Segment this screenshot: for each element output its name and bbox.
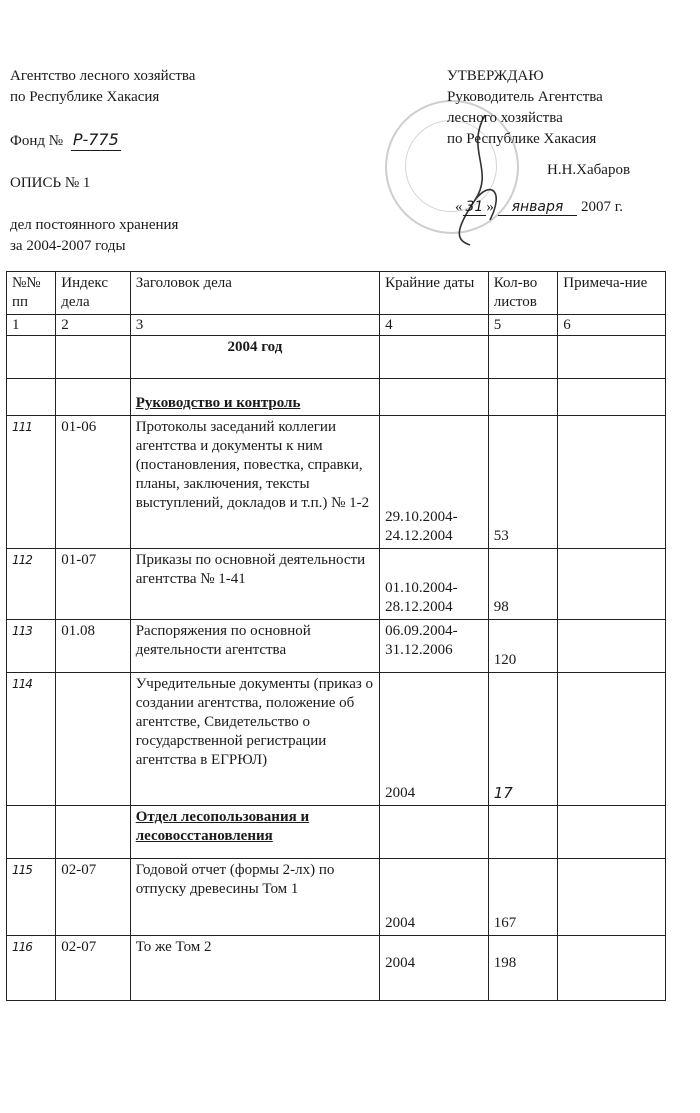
col-header-pp: №№ пп — [7, 272, 56, 315]
approval-date — [455, 197, 630, 218]
row-dates: 06.09.2004-31.12.2006 — [380, 620, 489, 673]
col-number: 6 — [558, 315, 666, 336]
fond-line — [10, 129, 195, 152]
approve-title: УТВЕРЖДАЮ — [447, 68, 544, 84]
fond-number: Р-775 — [72, 130, 119, 149]
date-day: 31 — [463, 199, 487, 216]
col-number: 5 — [488, 315, 558, 336]
date-year: 2007 г. — [581, 199, 624, 215]
row-sheets: 53 — [488, 416, 558, 549]
col-header-title: Заголовок дела — [130, 272, 379, 315]
row-index: 02-07 — [56, 936, 130, 1001]
row-pp: 114 — [7, 673, 56, 806]
row-index — [56, 673, 130, 806]
row-title: Протоколы заседаний коллегии агентства и документы к ним (постановления, повестка, справки, планы, заключения, тексты выступлений, докладов и т.п.) № 1-2 — [130, 416, 379, 549]
row-sheets: 167 — [488, 859, 558, 936]
date-close-quote: » — [486, 199, 494, 215]
col-header-dates: Крайние даты — [380, 272, 489, 315]
col-number: 4 — [380, 315, 489, 336]
row-notes — [558, 859, 666, 936]
date-open-quote: « — [455, 199, 463, 215]
signer-name: Н.Н.Хабаров — [547, 162, 631, 178]
table-row — [7, 936, 666, 1001]
agency-name-line2: по Республике Хакасия — [10, 89, 160, 105]
description-line1: дел постоянного хранения — [10, 217, 179, 233]
row-sheets: 198 — [488, 936, 558, 1001]
section-title: Отдел лесопользования и лесовосстановления — [130, 806, 379, 859]
row-notes — [558, 549, 666, 620]
col-number: 2 — [56, 315, 130, 336]
row-dates: 2004 — [380, 859, 489, 936]
row-dates: 29.10.2004-24.12.2004 — [380, 416, 489, 549]
table-row — [7, 416, 666, 549]
row-pp: 112 — [7, 549, 56, 620]
table-row — [7, 859, 666, 936]
row-notes — [558, 416, 666, 549]
row-pp: 116 — [7, 936, 56, 1001]
row-index: 01-06 — [56, 416, 130, 549]
opis-title: ОПИСЬ № 1 — [10, 175, 91, 191]
approver-line2: лесного хозяйства — [447, 110, 563, 126]
row-index: 01.08 — [56, 620, 130, 673]
header-left — [10, 66, 195, 257]
row-sheets: 98 — [488, 549, 558, 620]
year-row — [7, 336, 666, 379]
row-sheets: 120 — [488, 620, 558, 673]
col-header-notes: Примеча-ние — [558, 272, 666, 315]
section-title: Руководство и контроль — [130, 379, 379, 416]
row-sheets: 17 — [488, 673, 558, 806]
row-dates: 01.10.2004-28.12.2004 — [380, 549, 489, 620]
date-month: января — [498, 199, 578, 216]
table-row — [7, 673, 666, 806]
col-header-index: Индекс дела — [56, 272, 130, 315]
agency-name-line1: Агентство лесного хозяйства — [10, 68, 196, 84]
fond-label: Фонд № — [10, 133, 64, 149]
section-row — [7, 806, 666, 859]
row-pp: 113 — [7, 620, 56, 673]
approver-line1: Руководитель Агентства — [447, 89, 603, 105]
row-title: Годовой отчет (формы 2-лх) по отпуску древесины Том 1 — [130, 859, 379, 936]
row-title: То же Том 2 — [130, 936, 379, 1001]
row-index: 02-07 — [56, 859, 130, 936]
section-row — [7, 379, 666, 416]
table-header-row — [7, 272, 666, 315]
row-pp: 111 — [7, 416, 56, 549]
row-notes — [558, 620, 666, 673]
row-index: 01-07 — [56, 549, 130, 620]
column-numbers-row — [7, 315, 666, 336]
inventory-table — [6, 271, 666, 1001]
table-row — [7, 549, 666, 620]
description-line2: за 2004-2007 годы — [10, 238, 126, 254]
row-pp: 115 — [7, 859, 56, 936]
row-notes — [558, 673, 666, 806]
header-right-approval — [447, 66, 630, 218]
col-header-sheets: Кол-во листов — [488, 272, 558, 315]
row-title: Распоряжения по основной деятельности агентства — [130, 620, 379, 673]
col-number: 3 — [130, 315, 379, 336]
row-dates: 2004 — [380, 673, 489, 806]
col-number: 1 — [7, 315, 56, 336]
year-title: 2004 год — [130, 336, 379, 379]
row-notes — [558, 936, 666, 1001]
row-title: Приказы по основной деятельности агентства № 1-41 — [130, 549, 379, 620]
row-title: Учредительные документы (приказ о создании агентства, положение об агентстве, Свидетельство о государственной регистрации агентства в ЕГРЮЛ) — [130, 673, 379, 806]
table-row — [7, 620, 666, 673]
approver-line3: по Республике Хакасия — [447, 131, 597, 147]
row-dates: 2004 — [380, 936, 489, 1001]
